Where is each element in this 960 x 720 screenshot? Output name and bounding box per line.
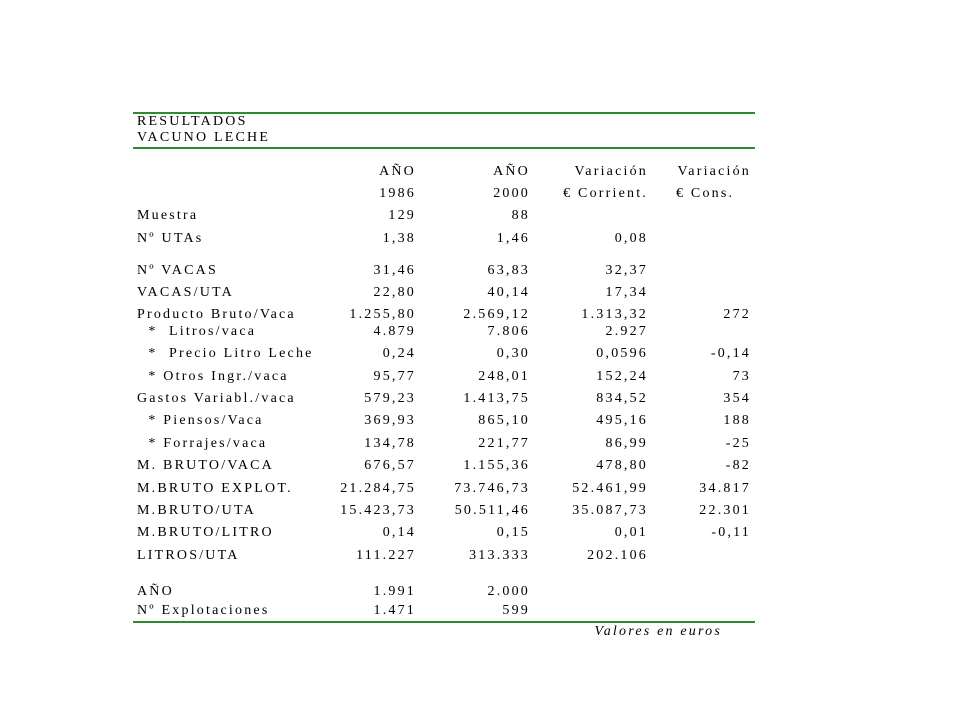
cell-2000: 313.333 — [469, 548, 530, 563]
cell-1986: 369,93 — [364, 413, 416, 428]
header-col2-line2: 2000 — [493, 186, 530, 201]
cell-2000: 1,46 — [496, 231, 530, 246]
cell-2000: 1.413,75 — [463, 391, 530, 406]
row-label: Muestra — [137, 208, 199, 223]
cell-var-corrient: 0,0596 — [596, 346, 648, 361]
cell-1986: 579,23 — [364, 391, 416, 406]
table-title-line1: RESULTADOS — [137, 114, 248, 129]
row-label: Nº Explotaciones — [137, 603, 270, 618]
cell-2000: 599 — [502, 603, 530, 618]
cell-1986: 31,46 — [373, 263, 416, 278]
cell-var-corrient: 2.927 — [605, 324, 648, 339]
cell-var-corrient: 35.087,73 — [572, 503, 648, 518]
row-label: Nº VACAS — [137, 263, 218, 278]
cell-2000: 865,10 — [478, 413, 530, 428]
cell-var-cons: 272 — [723, 307, 751, 322]
row-label: AÑO — [137, 584, 174, 599]
cell-1986: 1.991 — [373, 584, 416, 599]
cell-1986: 1,38 — [382, 231, 416, 246]
cell-var-cons: 34.817 — [699, 481, 751, 496]
cell-2000: 221,77 — [478, 436, 530, 451]
cell-2000: 248,01 — [478, 369, 530, 384]
cell-2000: 40,14 — [487, 285, 530, 300]
cell-var-cons: -0,11 — [711, 525, 751, 540]
header-col4-line1: Variación — [677, 164, 751, 179]
cell-var-cons: -25 — [725, 436, 751, 451]
table-title-line2: VACUNO LECHE — [137, 130, 271, 145]
cell-1986: 1.255,80 — [349, 307, 416, 322]
cell-1986: 22,80 — [373, 285, 416, 300]
row-label: LITROS/UTA — [137, 548, 240, 563]
cell-var-cons: 73 — [732, 369, 751, 384]
header-rule — [133, 147, 755, 149]
cell-var-corrient: 478,80 — [596, 458, 648, 473]
bottom-rule — [133, 621, 755, 623]
cell-var-corrient: 86,99 — [605, 436, 648, 451]
cell-1986: 4.879 — [373, 324, 416, 339]
header-col3-line1: Variación — [574, 164, 648, 179]
cell-var-cons: 188 — [723, 413, 751, 428]
row-label: M. BRUTO/VACA — [137, 458, 274, 473]
row-label: * Piensos/Vaca — [137, 413, 264, 428]
cell-1986: 0,24 — [382, 346, 416, 361]
cell-2000: 1.155,36 — [463, 458, 530, 473]
cell-1986: 15.423,73 — [340, 503, 416, 518]
cell-var-corrient: 52.461,99 — [572, 481, 648, 496]
cell-var-corrient: 152,24 — [596, 369, 648, 384]
row-label: * Forrajes/vaca — [137, 436, 268, 451]
header-col2-line1: AÑO — [493, 164, 530, 179]
cell-var-corrient: 0,01 — [614, 525, 648, 540]
cell-var-corrient: 495,16 — [596, 413, 648, 428]
cell-var-cons: 354 — [723, 391, 751, 406]
cell-2000: 0,15 — [496, 525, 530, 540]
cell-var-cons: -0,14 — [710, 346, 751, 361]
cell-2000: 63,83 — [487, 263, 530, 278]
cell-1986: 95,77 — [373, 369, 416, 384]
cell-1986: 1.471 — [373, 603, 416, 618]
cell-1986: 21.284,75 — [340, 481, 416, 496]
cell-2000: 50.511,46 — [454, 503, 530, 518]
row-label: * Litros/vaca — [137, 324, 257, 339]
cell-var-corrient: 834,52 — [596, 391, 648, 406]
row-label: Producto Bruto/Vaca — [137, 307, 296, 322]
cell-2000: 88 — [511, 208, 530, 223]
cell-1986: 134,78 — [364, 436, 416, 451]
cell-var-corrient: 1.313,32 — [581, 307, 648, 322]
cell-2000: 0,30 — [496, 346, 530, 361]
cell-var-corrient: 17,34 — [605, 285, 648, 300]
header-col1-line2: 1986 — [379, 186, 416, 201]
cell-1986: 111.227 — [356, 548, 416, 563]
cell-var-cons: -82 — [725, 458, 751, 473]
cell-1986: 676,57 — [364, 458, 416, 473]
units-note: Valores en euros — [594, 624, 722, 639]
header-col3-line2: € Corrient. — [563, 186, 648, 201]
row-label: VACAS/UTA — [137, 285, 234, 300]
cell-var-corrient: 202.106 — [587, 548, 648, 563]
cell-1986: 0,14 — [382, 525, 416, 540]
cell-2000: 7.806 — [487, 324, 530, 339]
header-col4-line2: € Cons. — [676, 186, 735, 201]
row-label: * Otros Ingr./vaca — [137, 369, 289, 384]
header-col1-line1: AÑO — [379, 164, 416, 179]
cell-var-cons: 22.301 — [699, 503, 751, 518]
cell-2000: 2.000 — [487, 584, 530, 599]
row-label: Nº UTAs — [137, 231, 204, 246]
row-label: Gastos Variabl./vaca — [137, 391, 296, 406]
cell-2000: 73.746,73 — [454, 481, 530, 496]
cell-var-corrient: 0,08 — [614, 231, 648, 246]
row-label: M.BRUTO/UTA — [137, 503, 256, 518]
cell-2000: 2.569,12 — [463, 307, 530, 322]
row-label: M.BRUTO/LITRO — [137, 525, 274, 540]
cell-var-corrient: 32,37 — [605, 263, 648, 278]
row-label: * Precio Litro Leche — [137, 346, 314, 361]
cell-1986: 129 — [388, 208, 416, 223]
row-label: M.BRUTO EXPLOT. — [137, 481, 293, 496]
